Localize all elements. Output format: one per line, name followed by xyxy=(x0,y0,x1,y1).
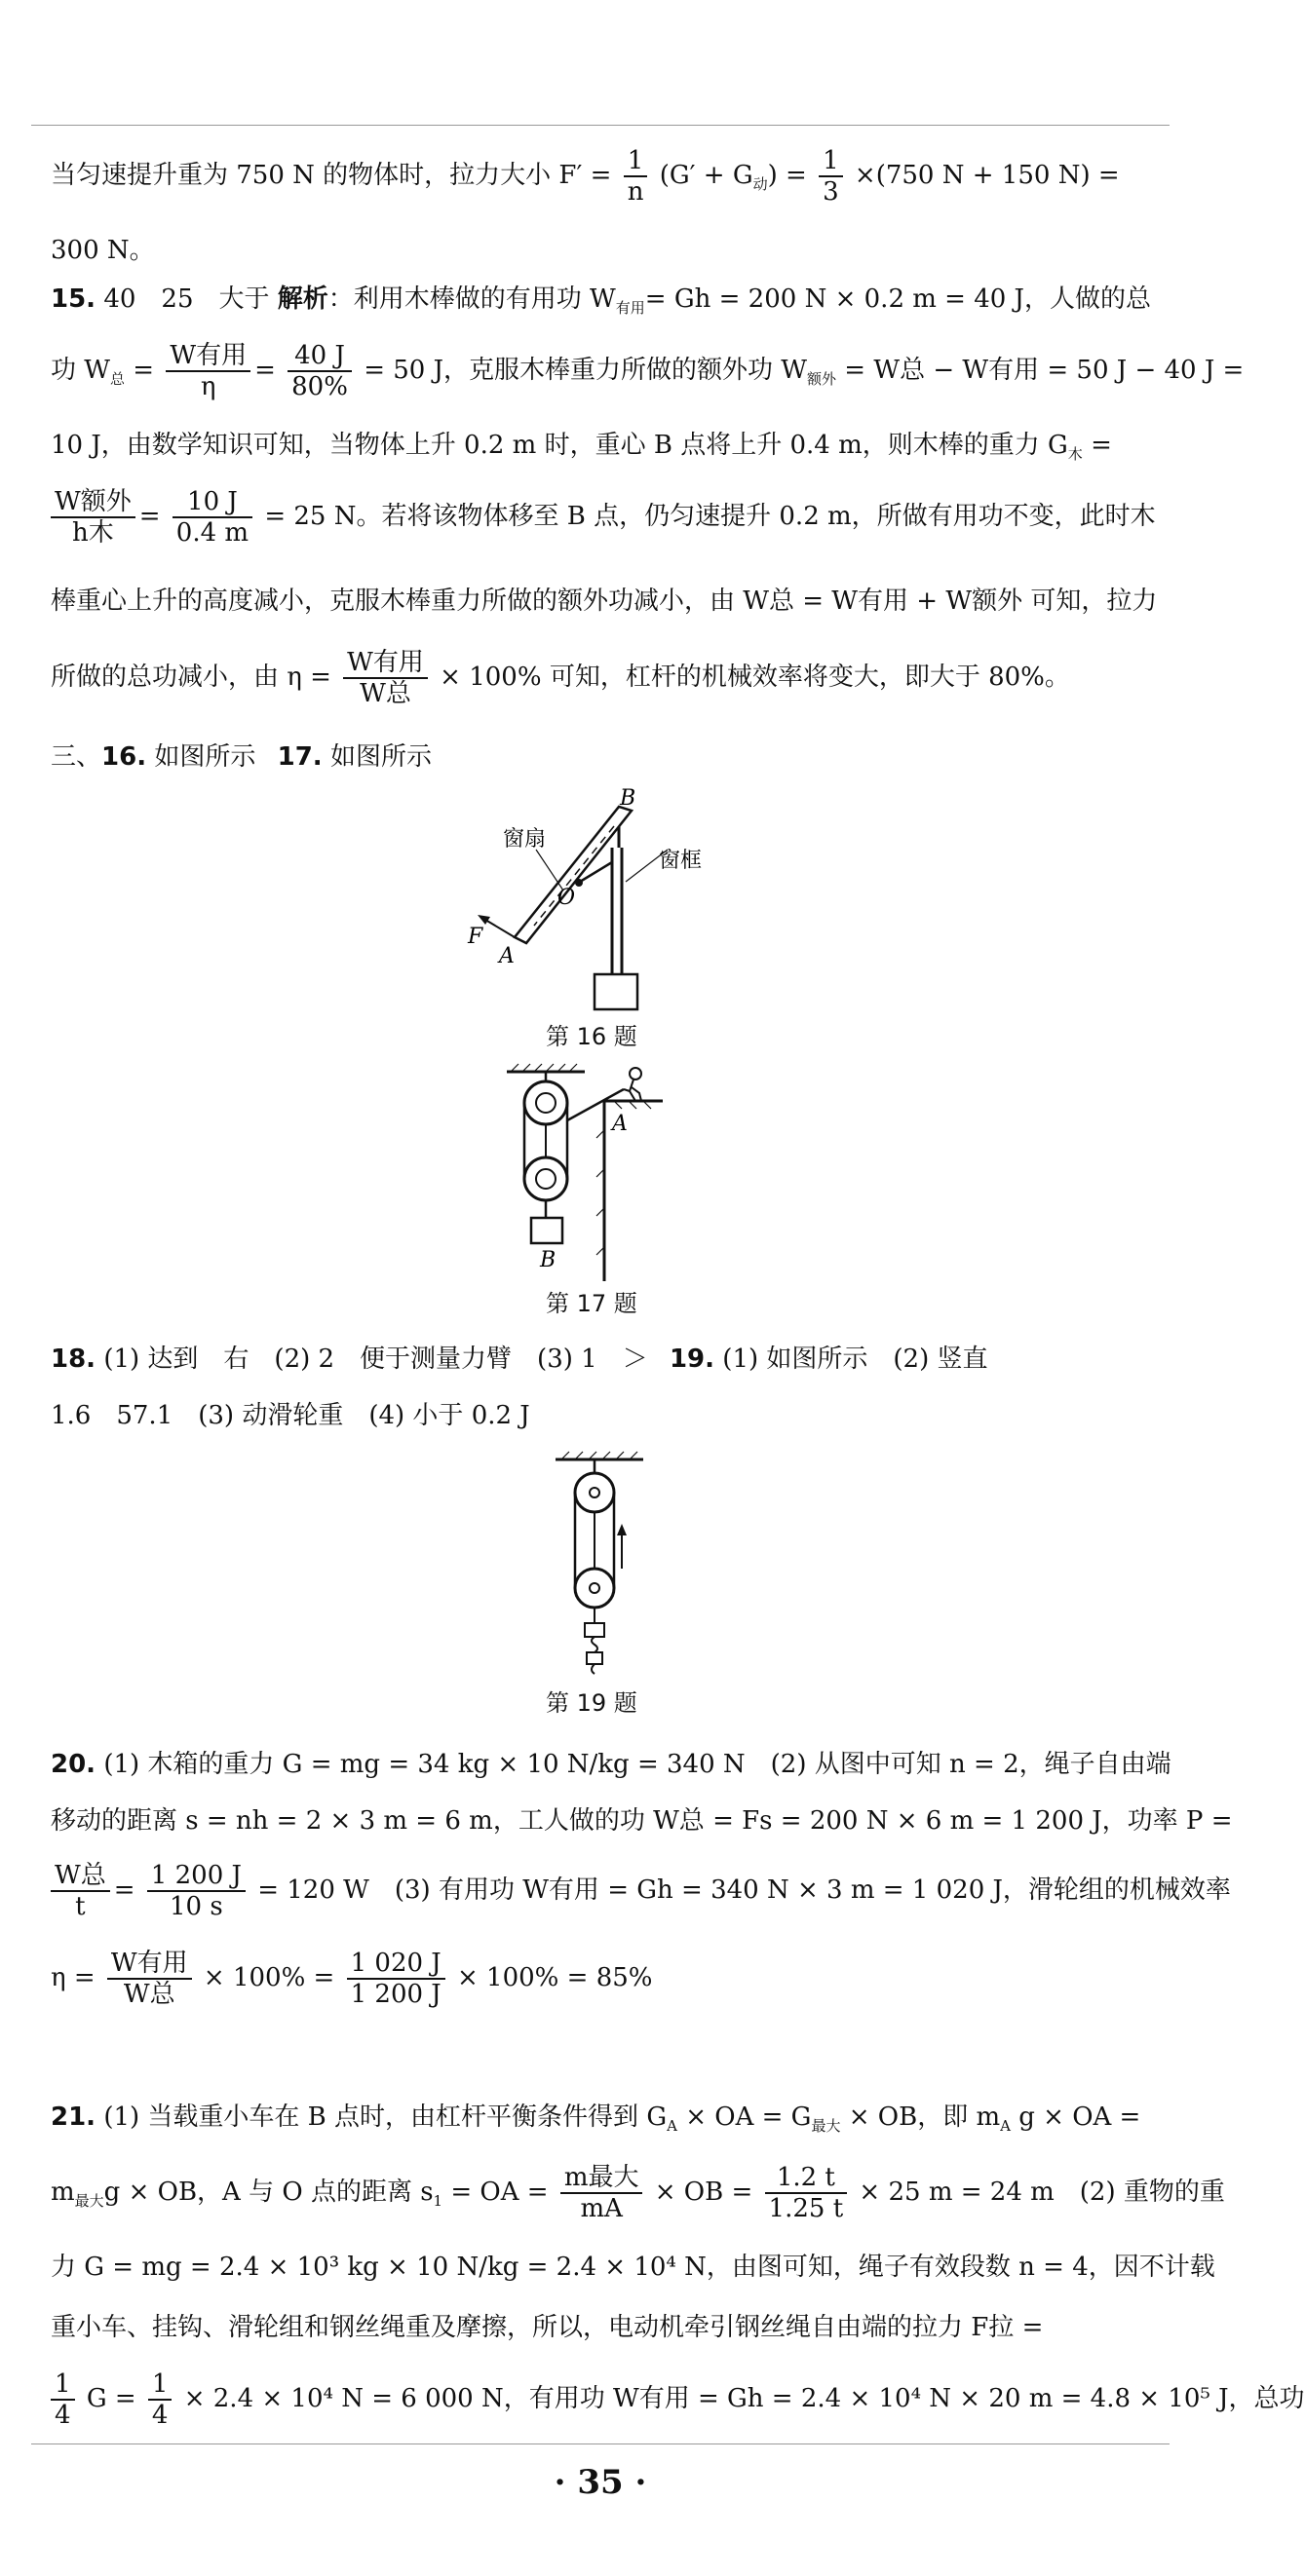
frac-den: h木 xyxy=(71,518,114,548)
text: × 25 m = 24 m (2) 重物的重 xyxy=(859,2178,1225,2207)
frac-num: W有用 xyxy=(107,1949,192,1980)
fraction xyxy=(347,1949,445,2009)
text: m xyxy=(51,2178,75,2207)
subscript: 最大 xyxy=(74,2192,104,2211)
subscript: 动 xyxy=(752,175,768,194)
text: 重小车、挂钩、滑轮组和钢丝绳重及摩擦，所以，电动机牵引钢丝绳自由端的拉力 F拉 = xyxy=(51,2313,1044,2342)
label-B: B xyxy=(620,786,636,811)
frac-den: 1.25 t xyxy=(768,2194,844,2223)
fig19-caption: 第 19 题 xyxy=(546,1689,637,1717)
text: G = xyxy=(86,2384,136,2413)
text: 移动的距离 s = nh = 2 × 3 m = 6 m，工人做的功 W总 = Fs = 200 N × 6 m = 1 200 J，功率 P = xyxy=(51,1806,1233,1836)
text: (G′ + G xyxy=(659,161,753,190)
subscript: 额外 xyxy=(807,370,837,389)
question-number: 17. xyxy=(277,742,323,772)
subscript: 木 xyxy=(1067,445,1083,464)
subscript: 总 xyxy=(110,370,126,389)
figure-16-window-lever xyxy=(458,786,750,1033)
text: 棒重心上升的高度减小，克服木棒重力所做的额外功减小，由 W总 = W有用 + W额外 可知，拉力 xyxy=(51,587,1158,616)
fraction xyxy=(819,146,843,207)
q20-line1 xyxy=(51,1748,1171,1781)
q15-line5 xyxy=(51,585,1157,618)
fig16-caption: 第 16 题 xyxy=(546,1023,637,1050)
text: = 120 W (3) 有用功 W有用 = Gh = 340 N × 3 m = 1 020 J，滑轮组的机械效率 xyxy=(257,1875,1231,1905)
q20-line3: $\frac{\text{W总}}{t}$ = $\frac{1 200 J}{10 s}$ = 120 W (3) 有用功 W有用 = Gh = 340 N × 3 m = 1 020 J，滑轮组的机械效率 xyxy=(51,1861,1231,1921)
text: = xyxy=(1091,431,1112,460)
person-head xyxy=(630,1068,641,1080)
q15-line6 xyxy=(51,648,1070,708)
q21-line4 xyxy=(51,2311,1043,2344)
fraction xyxy=(288,341,352,401)
q14-line1 xyxy=(51,146,1120,207)
text: = OA = xyxy=(450,2178,549,2207)
text: × 100% 可知，杠杆的机械效率将变大，即大于 80%。 xyxy=(440,663,1070,692)
text: × 2.4 × 10⁴ N = 6 000 N，有用功 W有用 = Gh = 2.4 × 10⁴ N × 20 m = 4.8 × 10⁵ J，总功 xyxy=(183,2384,1305,2413)
fraction xyxy=(148,2369,173,2430)
frac-den: 0.4 m xyxy=(175,518,249,548)
fraction xyxy=(173,487,252,548)
frac-num: 10 J xyxy=(173,487,252,518)
figure-19-pulley-set xyxy=(546,1452,663,1676)
label-sash: 窗扇 xyxy=(503,827,547,852)
text: (1) 达到 右 (2) 2 便于测量力臂 (3) 1 ＞ xyxy=(103,1345,648,1374)
fraction xyxy=(166,341,250,401)
frac-num: 1 xyxy=(624,146,648,177)
frac-num: 40 J xyxy=(288,341,352,372)
subscript: A xyxy=(667,2117,677,2136)
text: (1) 木箱的重力 G = mg = 34 kg × 10 N/kg = 340 N (2) 从图中可知 n = 2，绳子自由端 xyxy=(103,1750,1171,1779)
force-arrow xyxy=(485,920,515,937)
fraction xyxy=(343,648,428,708)
text: 所做的总功减小，由 η = xyxy=(51,663,331,692)
frac-den: mA xyxy=(580,2194,623,2223)
fraction xyxy=(624,146,648,207)
section-prefix: 三、 xyxy=(51,742,102,772)
text: 如图所示 xyxy=(329,742,432,772)
label-F: F xyxy=(468,925,483,949)
movable-pulley-hub xyxy=(590,1583,599,1593)
q15-line2: 功 $W_总$ = $\frac{\text{W有用}}{\eta}$ = $\frac{40 J}{80\%}$ = 50 J，克服木棒重力所做的额外功 $W_{额外} = W$总 − W有用 = 50 J − 40 J = xyxy=(51,341,1245,401)
text: = W总 − W有用 = 50 J − 40 J = xyxy=(844,356,1245,385)
text: 功 W xyxy=(51,356,110,385)
subscript: 1 xyxy=(433,2192,443,2211)
question-number: 18. xyxy=(51,1345,96,1374)
q14-line2 xyxy=(51,234,155,267)
text: × OA = G xyxy=(685,2102,812,2132)
text: × 100% = xyxy=(203,1963,335,1992)
question-number: 16. xyxy=(101,742,147,772)
text: 10 J，由数学知识可知，当物体上升 0.2 m 时，重心 B 点将上升 0.4 m，则木棒的重力 G xyxy=(51,431,1068,460)
text: ) = xyxy=(767,161,807,190)
frac-num: 1 020 J xyxy=(347,1949,445,1980)
question-number: 19. xyxy=(669,1345,715,1374)
subscript: 有用 xyxy=(615,299,645,318)
spring xyxy=(592,1637,597,1652)
text: 如图所示 xyxy=(154,742,256,772)
fraction xyxy=(51,2369,75,2430)
fig17-caption: 第 17 题 xyxy=(546,1290,637,1317)
figure-17-pulley-system xyxy=(487,1062,721,1286)
pivot-O xyxy=(575,879,583,887)
frac-num: W总 xyxy=(51,1861,110,1892)
person-body xyxy=(624,1080,641,1101)
pull-arrowhead xyxy=(617,1524,627,1535)
text: 1.6 57.1 (3) 动滑轮重 (4) 小于 0.2 J xyxy=(51,1401,530,1430)
frac-den: 1 200 J xyxy=(350,1980,441,2009)
frac-num: 1 200 J xyxy=(147,1861,246,1892)
weight-B xyxy=(531,1218,562,1243)
text: = Gh = 200 N × 0.2 m = 40 J，人做的总 xyxy=(644,284,1151,314)
q21-line3 xyxy=(51,2251,1215,2284)
force-arrowhead xyxy=(478,915,490,925)
text: × 100% = 85% xyxy=(457,1963,653,1992)
q21-line5 xyxy=(51,2369,1305,2430)
text: × OB，即 m xyxy=(848,2102,1001,2132)
subscript: 最大 xyxy=(811,2117,841,2136)
frac-den: W总 xyxy=(123,1980,175,2009)
text: g × OA = xyxy=(1018,2102,1141,2132)
q20-line2 xyxy=(51,1804,1232,1837)
label-A: A xyxy=(499,944,515,968)
fraction xyxy=(560,2163,643,2223)
page-number: · 35 · xyxy=(554,2463,647,2502)
q15-line4: $\frac{\text{W额外}}{\text{h木}}$ = $\frac{10 J}{0.4 m}$ = 25 N。若将该物体移至 B 点，仍匀速提升 0.2 m，所做有用功不变，此时木 xyxy=(51,487,1156,548)
q21-line1 xyxy=(51,2101,1140,2142)
q18-line1 xyxy=(51,1343,988,1376)
text: η = xyxy=(51,1963,96,1992)
q18-line2 xyxy=(51,1399,530,1432)
frac-num: W有用 xyxy=(343,648,428,679)
text: 当匀速提升重为 750 N 的物体时，拉力大小 F′ = xyxy=(51,161,612,190)
text: 力 G = mg = 2.4 × 10³ kg × 10 N/kg = 2.4 × 10⁴ N，由图可知，绳子有效段数 n = 4，因不计载 xyxy=(51,2253,1215,2282)
weight-2 xyxy=(587,1652,602,1664)
question-number: 21. xyxy=(51,2102,96,2132)
q15-line1 xyxy=(51,283,1151,324)
text: ×(750 N + 150 N) = xyxy=(854,161,1120,190)
fraction xyxy=(765,2163,848,2223)
text: (1) 当载重小车在 B 点时，由杠杆平衡条件得到 G xyxy=(103,2102,668,2132)
text: 300 N。 xyxy=(51,236,155,265)
fraction xyxy=(51,487,135,548)
question-number: 15. xyxy=(51,284,96,314)
text: (1) 如图所示 (2) 竖直 xyxy=(722,1345,988,1374)
frac-num: 1.2 t xyxy=(765,2163,848,2194)
movable-pulley-hub xyxy=(536,1169,556,1189)
fixed-pulley-hub xyxy=(536,1093,556,1113)
label-B: B xyxy=(540,1248,557,1272)
frac-den: 80% xyxy=(291,372,348,401)
text: g × OB，A 与 O 点的距离 s xyxy=(103,2178,434,2207)
fraction xyxy=(51,1861,110,1921)
leader-sash xyxy=(536,850,563,890)
text: ：利用木棒做的有用功 W xyxy=(327,284,616,314)
bottom-rule xyxy=(31,2443,1170,2444)
frac-den: η xyxy=(200,372,216,401)
fraction xyxy=(107,1949,192,2009)
frac-den: 10 s xyxy=(170,1892,223,1921)
q20-line4 xyxy=(51,1949,652,2009)
label-A: A xyxy=(612,1112,628,1136)
label-O: O xyxy=(557,886,576,910)
section3-line xyxy=(51,740,432,774)
base-block xyxy=(595,974,637,1009)
fraction xyxy=(147,1861,246,1921)
top-rule xyxy=(31,125,1170,126)
frac-den: W总 xyxy=(360,679,411,708)
frac-den: 4 xyxy=(55,2401,71,2430)
frac-num: W额外 xyxy=(51,487,135,518)
fixed-pulley-hub xyxy=(590,1488,599,1497)
frac-num: W有用 xyxy=(166,341,250,372)
frac-num: 1 xyxy=(51,2369,75,2401)
label-frame: 窗框 xyxy=(659,849,703,873)
frac-den: 3 xyxy=(823,177,839,207)
frac-num: 1 xyxy=(148,2369,173,2401)
answers: 40 25 大于 xyxy=(103,284,270,314)
frac-num: m最大 xyxy=(560,2163,643,2194)
frac-num: 1 xyxy=(819,146,843,177)
frac-den: n xyxy=(627,177,644,207)
question-number: 20. xyxy=(51,1750,96,1779)
weight-1 xyxy=(585,1623,604,1637)
bottom-hook xyxy=(592,1664,595,1674)
analysis-label: 解析 xyxy=(277,284,328,314)
text: × OB = xyxy=(654,2178,753,2207)
text: = 50 J，克服木棒重力所做的额外功 W xyxy=(364,356,808,385)
subscript: A xyxy=(1000,2117,1011,2136)
frac-den: t xyxy=(75,1892,86,1921)
q21-line2 xyxy=(51,2163,1225,2223)
q15-line3 xyxy=(51,429,1112,471)
text: = 25 N。若将该物体移至 B 点，仍匀速提升 0.2 m，所做有用功不变，此时木 xyxy=(264,502,1156,531)
frac-den: 4 xyxy=(151,2401,169,2430)
